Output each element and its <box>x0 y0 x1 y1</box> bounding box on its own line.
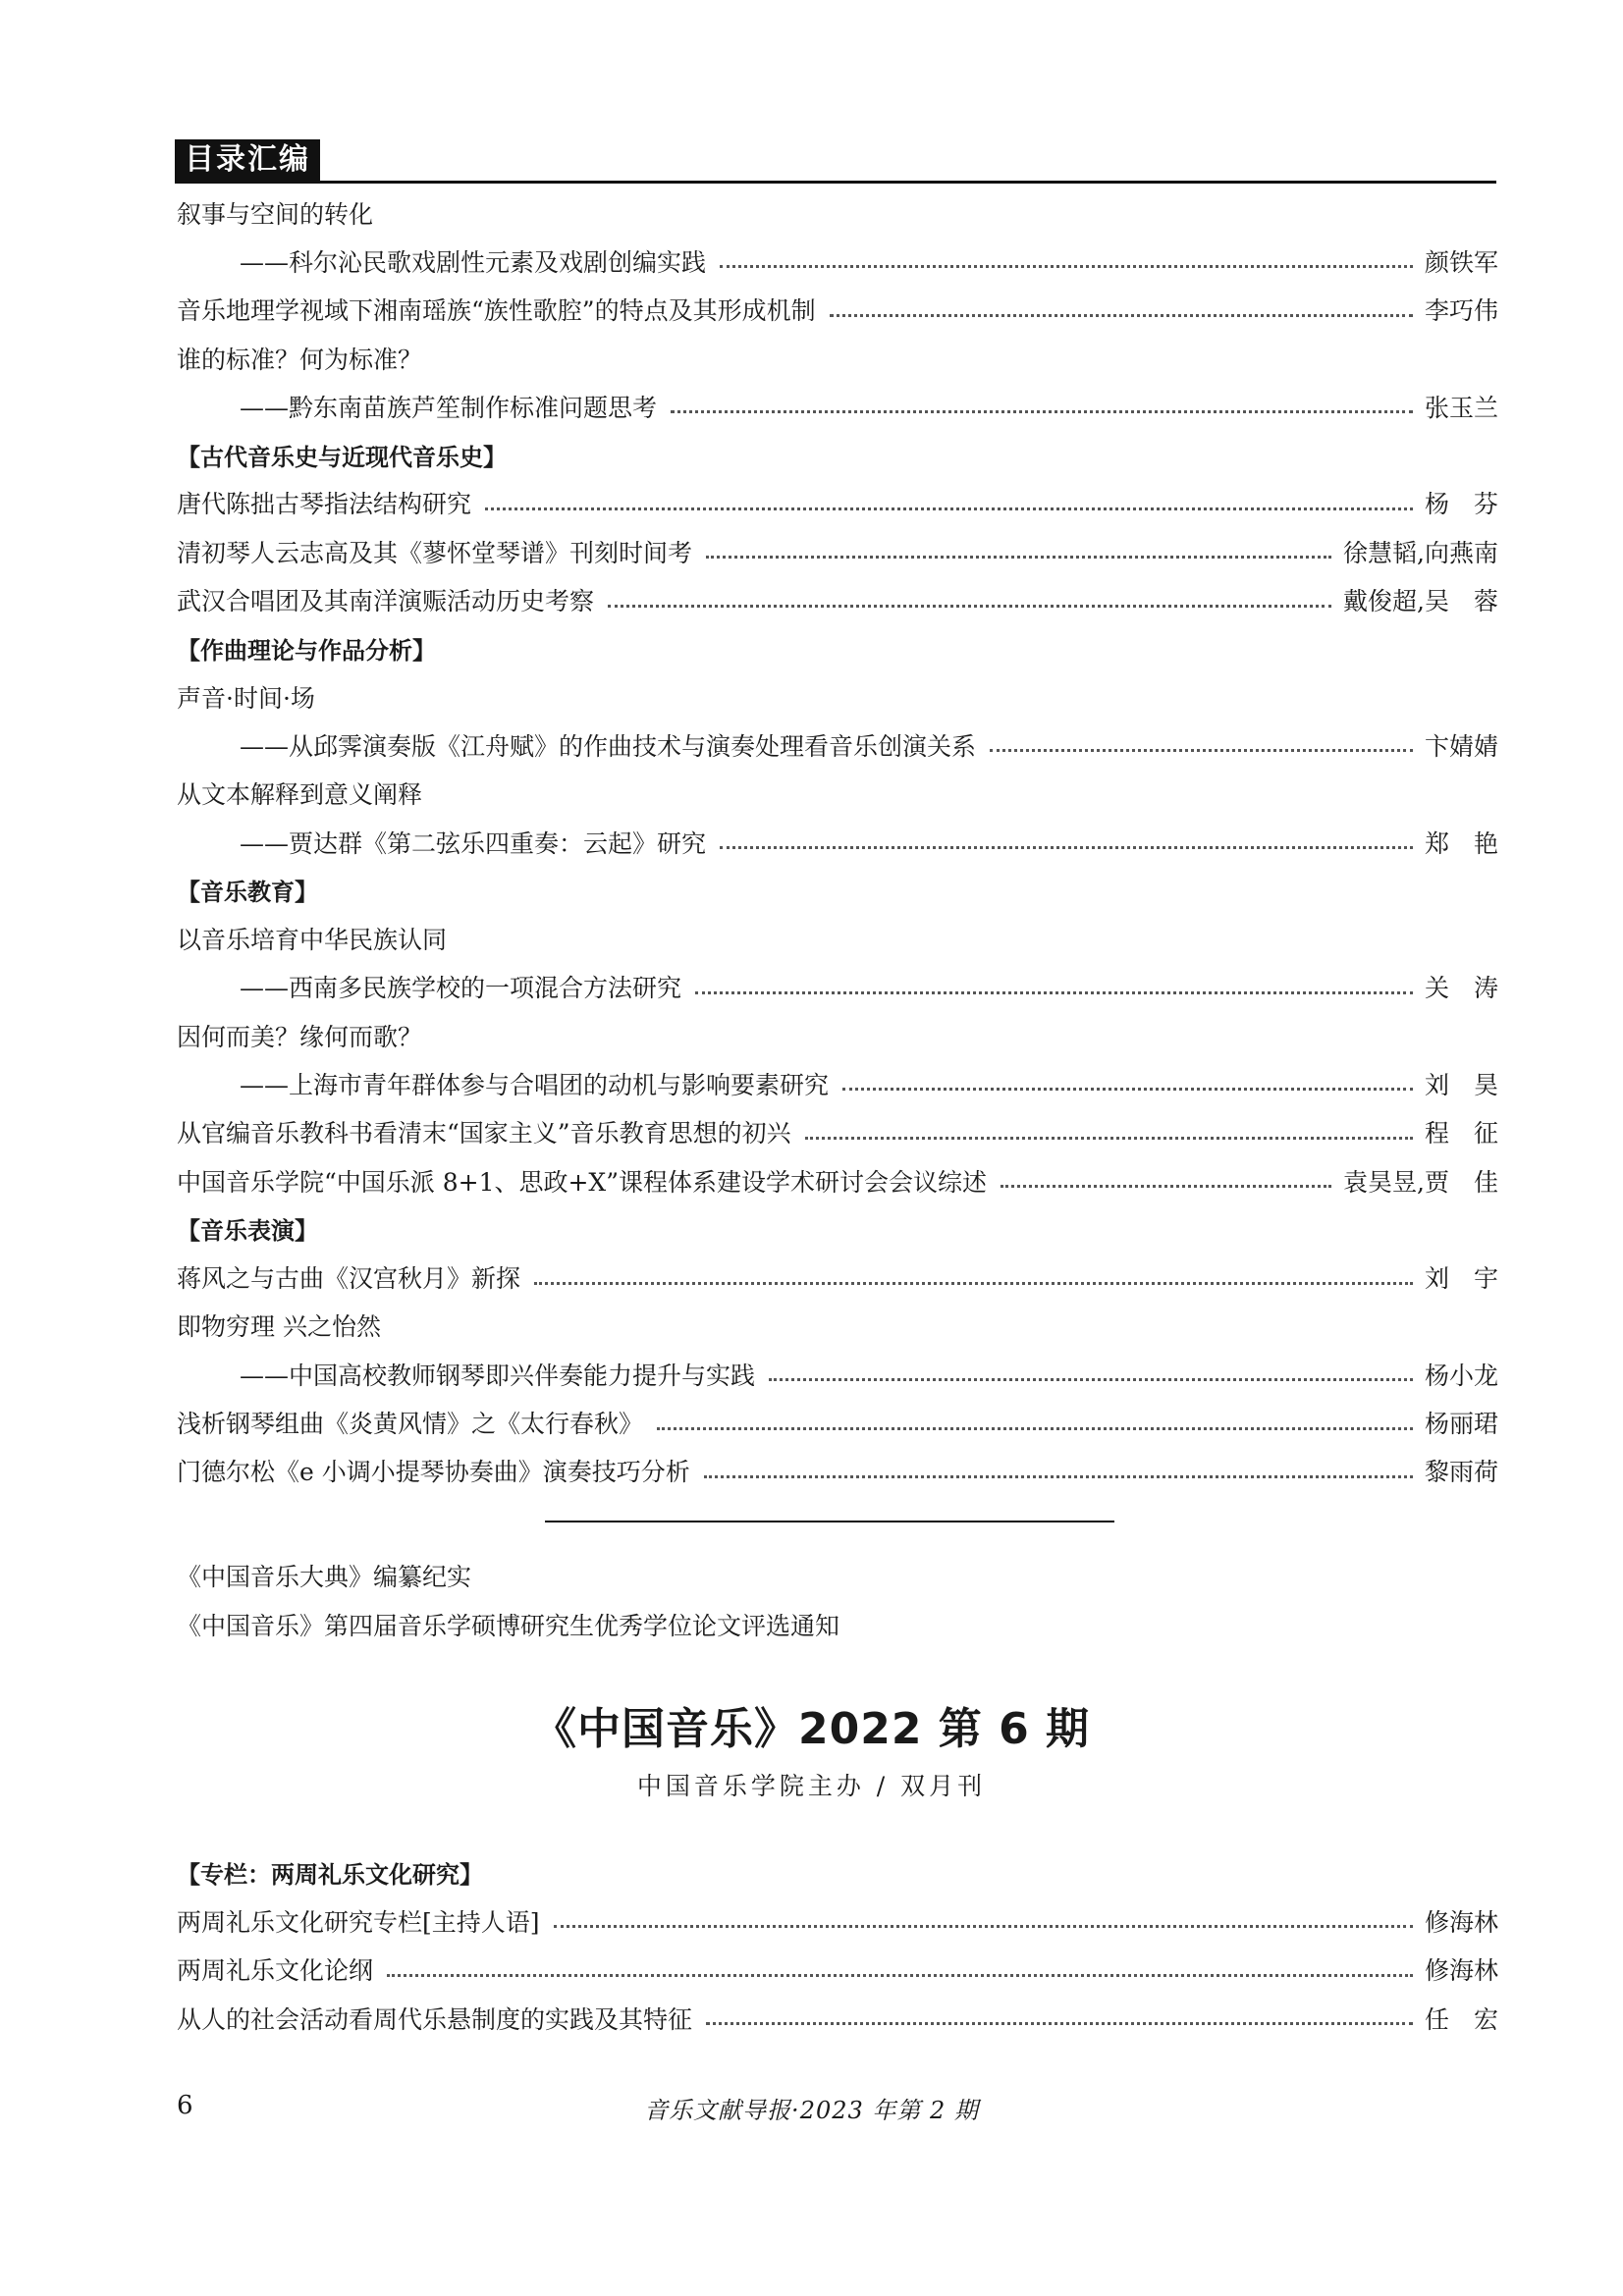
toc-entry <box>177 334 1498 382</box>
entry-title: 武汉合唱团及其南洋演赈活动历史考察 <box>177 587 595 616</box>
dot-leader <box>720 846 1413 849</box>
dot-leader <box>990 749 1413 752</box>
entry-title: 唐代陈拙古琴指法结构研究 <box>177 490 472 519</box>
entry-title: 音乐地理学视域下湘南瑶族“族性歌腔”的特点及其形成机制 <box>177 296 816 326</box>
toc-entry <box>177 1108 1498 1156</box>
toc-entry <box>177 527 1498 575</box>
entry-title: ——黔东南苗族芦笙制作标准问题思考 <box>240 393 658 422</box>
entry-title: 【音乐教育】 <box>177 879 318 907</box>
toc-entry <box>177 1254 1498 1302</box>
dot-leader <box>704 1475 1413 1478</box>
dot-leader <box>769 1378 1413 1381</box>
notice-item <box>177 1600 1498 1649</box>
dot-leader <box>534 1282 1413 1285</box>
toc-entry <box>177 1896 1498 1945</box>
dot-leader <box>485 507 1413 510</box>
entry-author: 修海林 <box>1424 1907 1498 1937</box>
entry-author: 戴俊超,吴 蓉 <box>1343 587 1498 616</box>
entry-title: ——西南多民族学校的一项混合方法研究 <box>240 974 682 1003</box>
dot-leader <box>1001 1185 1331 1188</box>
entry-author: 卞婧婧 <box>1424 731 1498 761</box>
entry-title: 声音·时间·场 <box>177 683 315 713</box>
entry-title: 门德尔松《e 小调小提琴协奏曲》演奏技巧分析 <box>177 1458 690 1487</box>
entry-title: ——贾达群《第二弦乐四重奏：云起》研究 <box>240 828 707 858</box>
toc-entry <box>177 1011 1498 1059</box>
issue-table-of-contents <box>177 1848 1498 2042</box>
section-heading <box>177 866 1498 914</box>
issue-title: 《中国音乐》2022 第 6 期 <box>532 1704 1091 1754</box>
entry-author: 修海林 <box>1424 1956 1498 1986</box>
entry-author: 刘 宇 <box>1424 1264 1498 1294</box>
entry-author: 袁昊昱,贾 佳 <box>1343 1167 1498 1197</box>
entry-author: 李巧伟 <box>1424 296 1498 326</box>
toc-entry <box>177 963 1498 1011</box>
section-heading <box>177 624 1498 672</box>
toc-entry <box>177 1994 1498 2042</box>
toc-entry <box>177 818 1498 866</box>
toc-entry <box>177 237 1498 285</box>
toc-entry <box>177 914 1498 962</box>
entry-title: 从文本解释到意义阐释 <box>177 780 423 810</box>
notice-title: 《中国音乐》第四届音乐学硕博研究生优秀学位论文评选通知 <box>177 1612 840 1640</box>
entry-author: 徐慧韬,向燕南 <box>1343 538 1498 567</box>
dot-leader <box>671 410 1413 413</box>
entry-author: 杨丽珺 <box>1424 1410 1498 1439</box>
entry-author: 郑 艳 <box>1424 828 1498 858</box>
toc-entry <box>177 1302 1498 1350</box>
entry-author: 杨 芬 <box>1424 490 1498 519</box>
entry-title: 蒋风之与古曲《汉宫秋月》新探 <box>177 1264 521 1294</box>
dot-leader <box>695 991 1413 994</box>
entry-title: ——科尔沁民歌戏剧性元素及戏剧创编实践 <box>240 247 707 277</box>
entry-title: 【音乐表演】 <box>177 1217 318 1246</box>
entry-title: 谁的标准？何为标准？ <box>177 345 423 374</box>
entry-title: 因何而美？缘何而歌？ <box>177 1022 423 1051</box>
section-heading <box>177 1848 1498 1896</box>
toc-entry <box>177 672 1498 721</box>
dot-leader <box>608 605 1331 608</box>
toc-entry <box>177 382 1498 430</box>
journal-footer: 音乐文献导报·2023 年第 2 期 <box>644 2097 979 2124</box>
entry-title: ——上海市青年群体参与合唱团的动机与影响要素研究 <box>240 1070 830 1099</box>
toc-entry <box>177 188 1498 237</box>
notice-item <box>177 1551 1498 1600</box>
dot-leader <box>842 1088 1413 1091</box>
entry-title: 以音乐培育中华民族认同 <box>177 926 448 955</box>
entry-title: 【作曲理论与作品分析】 <box>177 636 436 665</box>
entry-title: 浅析钢琴组曲《炎黄风情》之《太行春秋》 <box>177 1410 644 1439</box>
notice-title: 《中国音乐大典》编纂纪实 <box>177 1563 472 1591</box>
dot-leader <box>706 2022 1413 2025</box>
dot-leader <box>720 265 1413 268</box>
dot-leader <box>805 1137 1413 1140</box>
entry-title: ——中国高校教师钢琴即兴伴奏能力提升与实践 <box>240 1361 756 1390</box>
entry-title: 从人的社会活动看周代乐悬制度的实践及其特征 <box>177 2004 693 2034</box>
entry-title: 两周礼乐文化论纲 <box>177 1956 374 1986</box>
dot-leader <box>830 314 1413 317</box>
toc-entry <box>177 721 1498 769</box>
dot-leader <box>554 1925 1413 1928</box>
toc-entry <box>177 1447 1498 1495</box>
section-heading <box>177 430 1498 478</box>
entry-title: ——从邱霁演奏版《江舟赋》的作曲技术与演奏处理看音乐创演关系 <box>240 731 977 761</box>
entry-title: 从官编音乐教科书看清末“国家主义”音乐教育思想的初兴 <box>177 1119 791 1148</box>
entry-title: 【专栏：两周礼乐文化研究】 <box>177 1861 483 1890</box>
entry-author: 关 涛 <box>1424 974 1498 1003</box>
entry-title: 两周礼乐文化研究专栏[主持人语] <box>177 1907 540 1937</box>
notices-list <box>177 1551 1498 1649</box>
entry-title: 即物穷理 兴之怡然 <box>177 1312 381 1342</box>
section-header <box>175 139 1496 184</box>
table-of-contents <box>177 188 1498 1495</box>
entry-author: 任 宏 <box>1424 2004 1498 2034</box>
issue-subtitle: 中国音乐学院主办 / 双月刊 <box>636 1772 987 1800</box>
entry-title: 中国音乐学院“中国乐派 8+1、思政+X”课程体系建设学术研讨会会议综述 <box>177 1167 988 1197</box>
toc-entry <box>177 286 1498 334</box>
entry-title: 清初琴人云志高及其《蓼怀堂琴谱》刊刻时间考 <box>177 538 693 567</box>
entry-author: 黎雨荷 <box>1424 1458 1498 1487</box>
divider-line <box>545 1521 1114 1522</box>
toc-entry <box>177 479 1498 527</box>
toc-entry <box>177 1946 1498 1994</box>
entry-title: 叙事与空间的转化 <box>177 199 374 229</box>
toc-entry <box>177 1350 1498 1398</box>
page-number: 6 <box>177 2091 193 2120</box>
toc-entry <box>177 1156 1498 1204</box>
dot-leader <box>706 556 1331 559</box>
toc-entry <box>177 770 1498 818</box>
entry-title: 【古代音乐史与近现代音乐史】 <box>177 443 507 471</box>
toc-entry <box>177 1059 1498 1107</box>
entry-author: 颜铁军 <box>1424 247 1498 277</box>
entry-author: 杨小龙 <box>1424 1361 1498 1390</box>
dot-leader <box>657 1427 1413 1430</box>
entry-author: 刘 昊 <box>1424 1070 1498 1099</box>
entry-author: 程 征 <box>1424 1119 1498 1148</box>
toc-entry <box>177 1398 1498 1446</box>
dot-leader <box>387 1974 1413 1977</box>
entry-author: 张玉兰 <box>1424 393 1498 422</box>
header-label: 目录汇编 <box>175 139 320 181</box>
section-heading <box>177 1204 1498 1253</box>
toc-entry <box>177 575 1498 623</box>
